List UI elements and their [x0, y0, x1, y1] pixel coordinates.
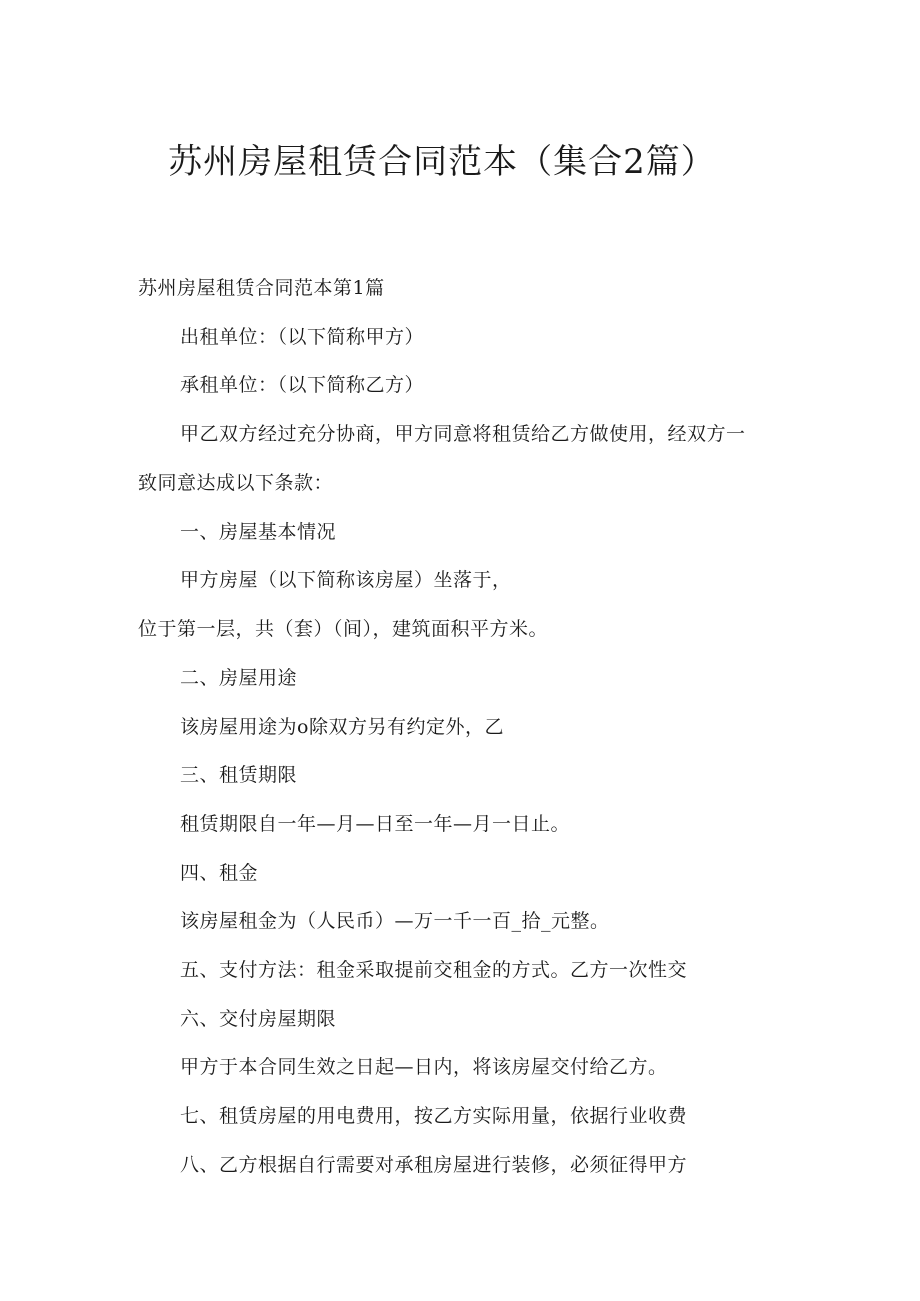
document-title: 苏州房屋租赁合同范本（集合2篇） [168, 142, 716, 182]
section-heading: 苏州房屋租赁合同范本第1篇 [138, 277, 385, 299]
clause-4-heading: 四、租金 [180, 862, 259, 884]
clause-8: 八、乙方根据自行需要对承租房屋进行装修，必须征得甲方 [180, 1154, 688, 1176]
clause-3-text: 租赁期限自一年—月—日至一年—月一日止。 [180, 813, 571, 835]
clause-4-text: 该房屋租金为（人民币）—万一千一百_拾_元整。 [180, 910, 610, 932]
clause-2-text: 该房屋用途为o除双方另有约定外，乙 [180, 716, 504, 738]
clause-2-heading: 二、房屋用途 [180, 667, 298, 689]
clause-7: 七、租赁房屋的用电费用，按乙方实际用量，依据行业收费 [180, 1105, 688, 1127]
lessor-line: 出租单位：（以下简称甲方） [180, 326, 425, 348]
clause-1-line-1: 甲方房屋（以下简称该房屋）坐落于， [180, 569, 512, 591]
clause-1-heading: 一、房屋基本情况 [180, 521, 337, 543]
intro-line-2: 致同意达成以下条款： [138, 472, 334, 494]
clause-3-heading: 三、租赁期限 [180, 764, 298, 786]
clause-5: 五、支付方法：租金采取提前交租金的方式。乙方一次性交 [180, 959, 688, 981]
intro-line-1: 甲乙双方经过充分协商，甲方同意将租赁给乙方做使用，经双方一 [180, 423, 746, 445]
clause-6-heading: 六、交付房屋期限 [180, 1008, 337, 1030]
clause-6-text: 甲方于本合同生效之日起—日内，将该房屋交付给乙方。 [180, 1056, 668, 1078]
clause-1-line-2: 位于第一层，共（套）（间），建筑面积平方米。 [138, 618, 549, 640]
lessee-line: 承租单位：（以下简称乙方） [180, 374, 425, 396]
